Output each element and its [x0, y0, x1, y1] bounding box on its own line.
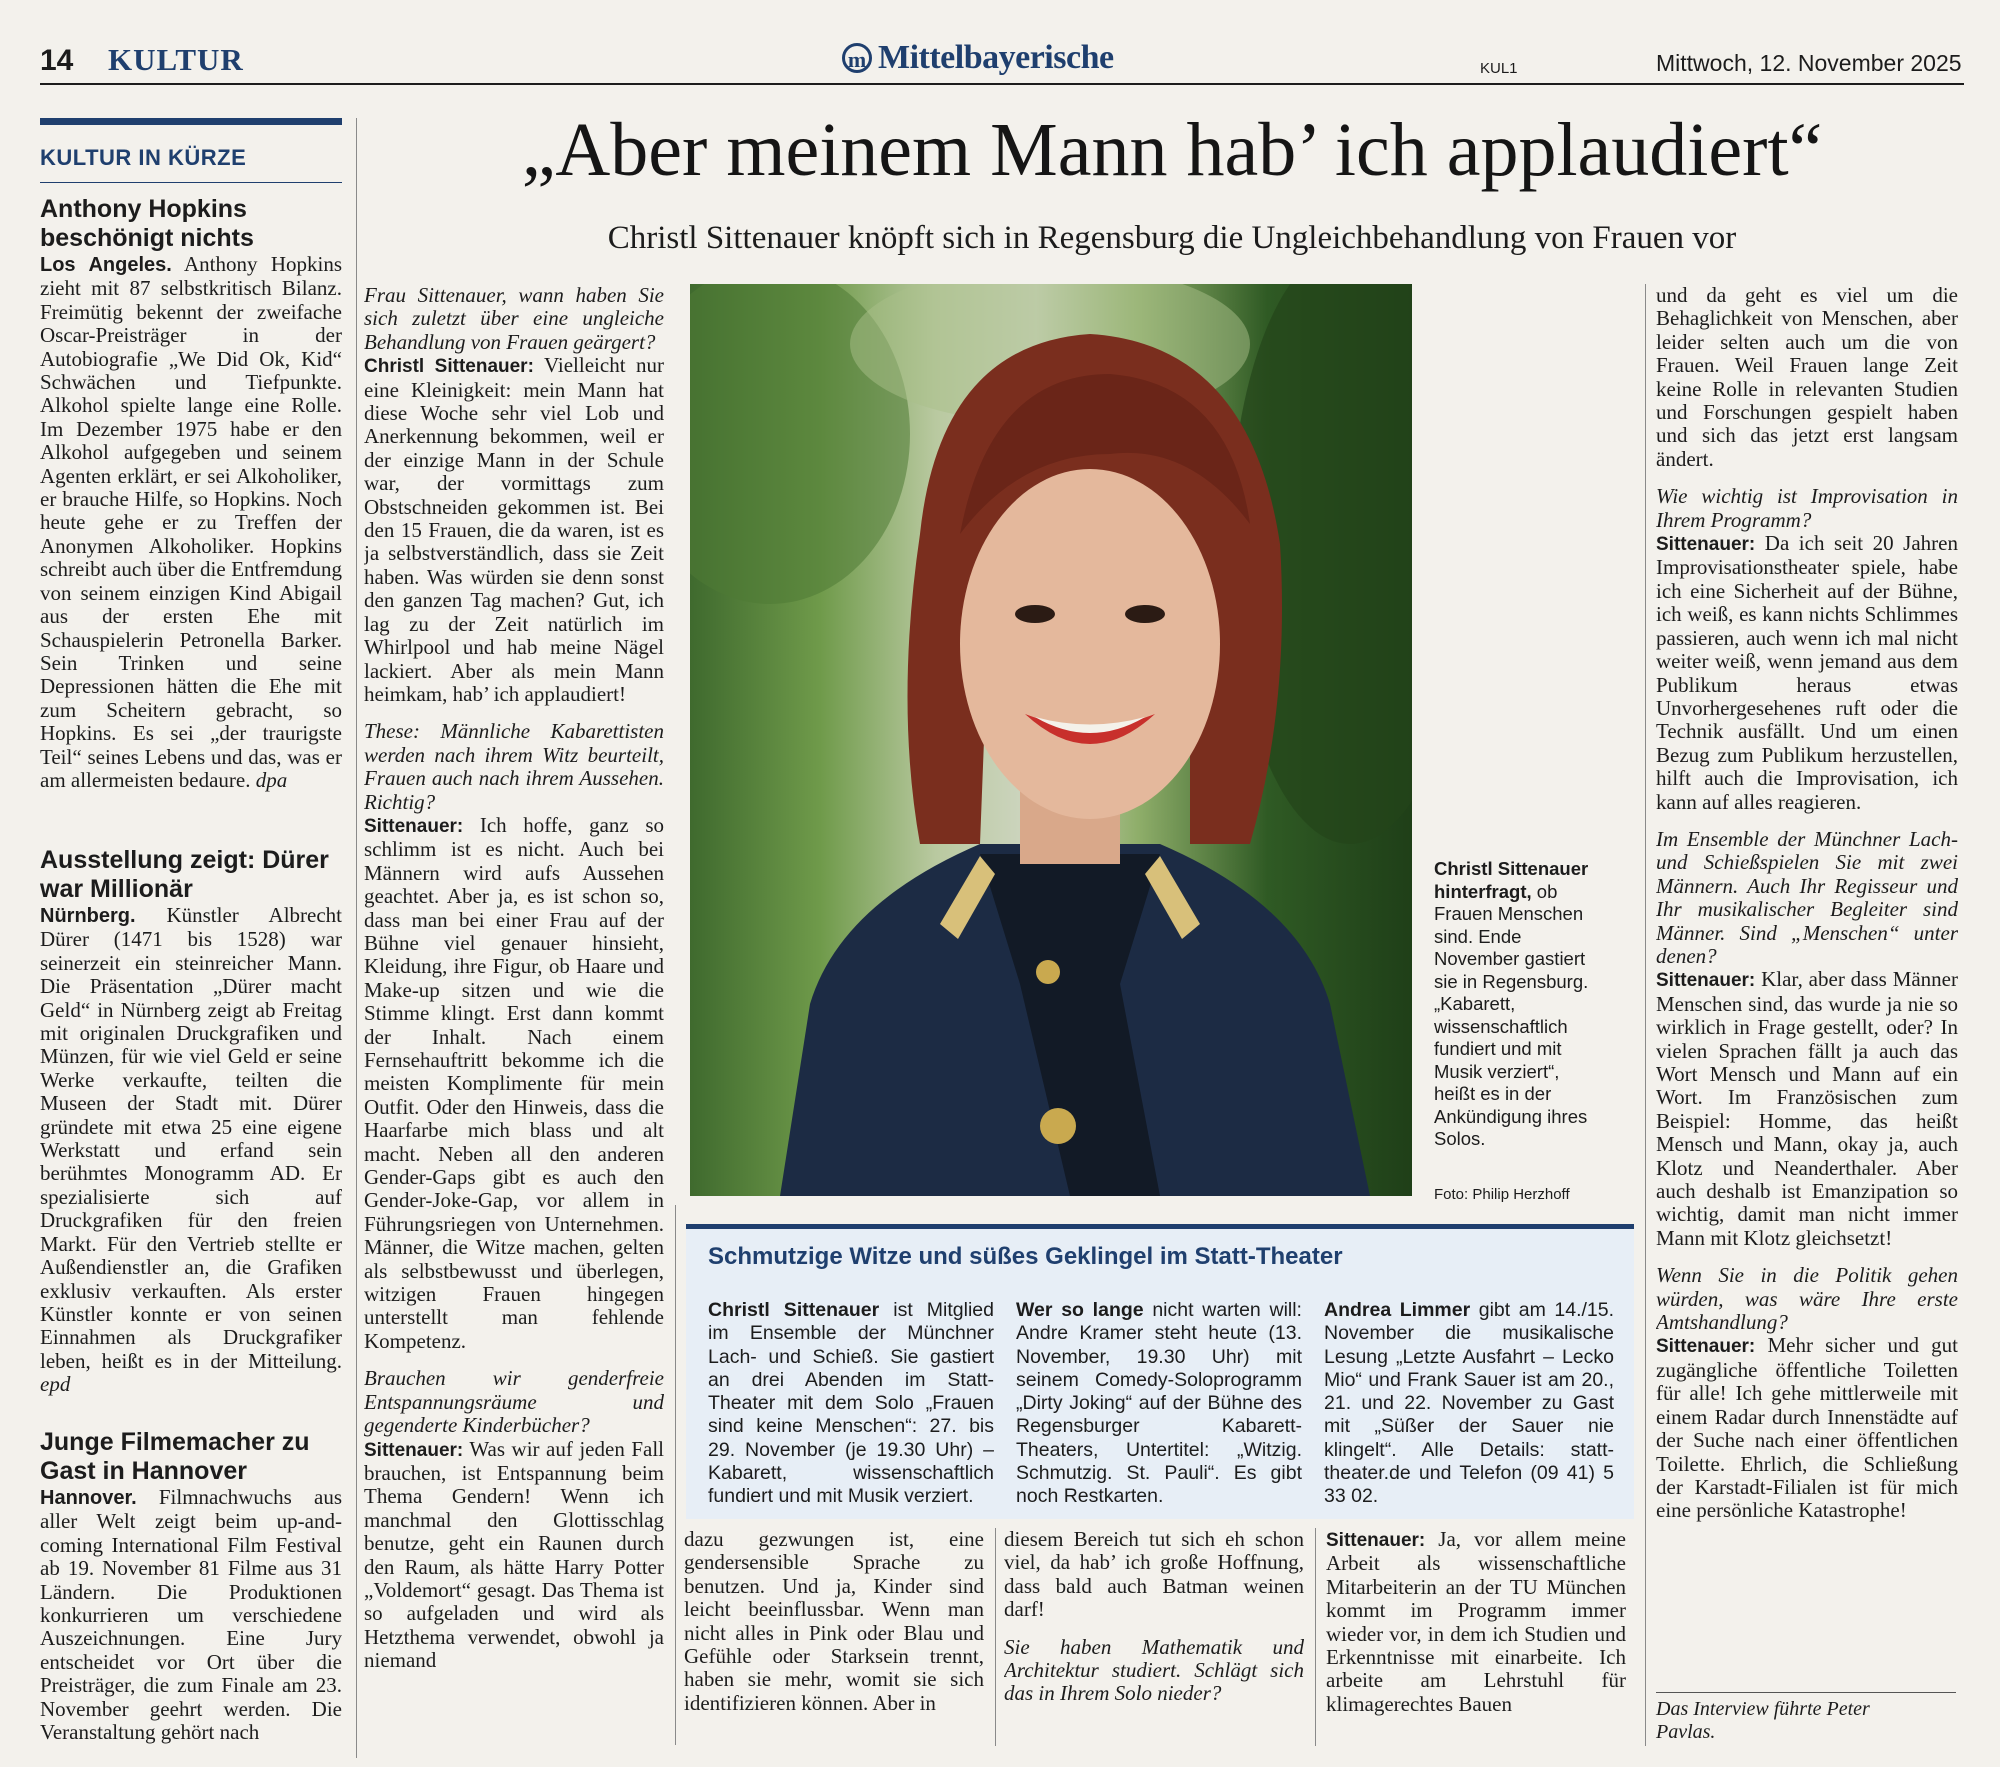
interview-question: Brauchen wir genderfreie Entspannungsräume und gegenderte Kinderbücher? — [364, 1366, 664, 1438]
info-text: nicht warten will: Andre Kramer steht heute (13. November, 19.30 Uhr) mit seinem Comedy-Soloprogramm „Dirty Joking“ auf der Bühne des Regensburger Kabarett-Theaters, Untertitel: „Witzig. Schmutzig. St. Pauli“. Es gibt noch Restkarten. — [1016, 1299, 1302, 1508]
column-divider — [675, 1205, 676, 1745]
brief-headline: Ausstellung zeigt: Dürer war Millionär — [40, 846, 329, 903]
interview-question: Wenn Sie in die Politik gehen würden, was wäre Ihre erste Amtshandlung? — [1656, 1263, 1958, 1335]
article-headline: „Aber meinem Mann hab’ ich applaudiert“ — [521, 108, 1823, 192]
interview-answer: diesem Bereich tut sich eh schon viel, da hab’ ich große Hoffnung, dass bald auch Batman weinen darf! — [1004, 1528, 1304, 1622]
interview-answer: Ja, vor allem meine Arbeit als wissenschaftliche Mitarbeiterin an der TU München kommt im Programm immer wieder vor, in dem ich Studien und Erkenntnisse mit einarbeite. Ich arbeite am Lehrstuhl für klimagerechtes Bauen — [1326, 1528, 1626, 1716]
interview-answer: Da ich seit 20 Jahren Improvisationstheater spiele, habe ich eine Sicherheit auf der Bühne, ich weiß, es kann nichts Schlimmes passieren, auch wenn ich mal nicht weiter weiß, wenn jemand aus dem Publikum heraus etwas Unvorhergesehenes ruft oder die Technik ausfällt. Und um einen Bezug zum Publikum herzustellen, hilft auch die Improvisation, ich kann auf alles reagieren. — [1656, 531, 1958, 814]
interview-question: Im Ensemble der Münchner Lach- und Schießspielen Sie mit zwei Männern. Auch Ihr Regisseur und Ihr musikalischer Begleiter sind Männer. Sind „Menschen“ unter denen? — [1656, 826, 1958, 968]
photo-caption-text: ob Frauen Menschen sind. Ende November gastiert sie in Regensburg. „Kabarett, wissenschaftlich fundiert und mit Musik verziert“, heißt es in der Ankündigung ihres Solos. — [1434, 880, 1589, 1149]
brief-source: dpa — [255, 767, 288, 792]
brief-text: Künstler Albrecht Dürer (1471 bis 1528) war seinerzeit ein steinreicher Mann. Die Präsentation „Dürer macht Geld“ in Nürnberg zeigt ab Freitag mit originalen Druckgrafiken und Münzen, für wie viel Geld er seine Werke verkaufte, teilten die Museen der Stadt mit. Dürer gründete mit etwa 25 eine eigene Werkstatt und erfand sein berühmtes Monogramm AD. Er spezialisierte sich auf Druckgrafiken für den freien Markt. Für den Vertrieb stellte er Außendienstler an, die Grafiken exklusiv verkauften. Als erster Künstler konnte er von seinen Einnahmen als Druckgrafiker leben, heißt es in der Mitteilung. — [40, 903, 342, 1373]
speaker-label: Sittenauer: — [1656, 534, 1756, 556]
info-lead: Christl Sittenauer — [708, 1299, 880, 1321]
sidebar-title-rule — [40, 182, 342, 183]
speaker-label: Sittenauer: — [364, 815, 464, 837]
speaker-label: Sittenauer: — [364, 1439, 464, 1461]
section-label: KULTUR — [108, 42, 244, 77]
interview-answer: Mehr sicher und gut zugängliche öffentliche Toiletten für alle! Ich gehe mittlerweile mit einem Radar durch Innenstädte auf der Suche nach einer öffentlichen Toilette. Ehrlich, die Schließung der Karstadt-Filialen ist für mich eine persönliche Katastrophe! — [1656, 1333, 1958, 1523]
interview-column-4 — [1326, 1528, 1626, 1746]
brief-city: Hannover. — [40, 1487, 137, 1509]
brief-text: Anthony Hopkins zieht mit 87 selbstkritisch Bilanz. Freimütig bekennt der zweifache Oscar-Preisträger in der Autobiografie „We Did Ok, Kid“ Schwächen und Tiefpunkte. Alkohol spielte lange eine Rolle. Im Dezember 1975 habe er den Alkohol aufgegeben und seinem Agenten erklärt, er sei Alkoholiker, er brauche Hilfe, so Hopkins. Noch heute gehe er zu Treffen der Anonymen Alkoholiker. Hopkins schreibt auch über die Entfremdung von seinem einzigen Kind Abigail aus der ersten Ehe mit Schauspielerin Petronella Barker. Sein Trinken und seine Depressionen hätten die Ehe mit zum Scheitern gebracht, so Hopkins. Es sei „der traurigste Teil“ seines Lebens und das, was er am allermeisten bedaure. — [40, 252, 342, 792]
info-box-column-2 — [1016, 1299, 1302, 1509]
interview-answer: und da geht es viel um die Behaglichkeit von Menschen, aber leider selten auch um die von Frauen. Weil Frauen lange Zeit keine Rolle in relevanten Studien und Forschungen gespielt haben und sich das jetzt erst langsam ändert. — [1656, 284, 1958, 471]
newspaper-logo — [842, 38, 1114, 78]
info-lead: Andrea Limmer — [1324, 1299, 1471, 1321]
sidebar-brief-1 — [40, 195, 342, 825]
sidebar-divider — [356, 118, 357, 1758]
logo-mark-icon: m — [842, 43, 872, 73]
interview-answer: Vielleicht nur eine Kleinigkeit: mein Mann hat diese Woche sehr viel Lob und Anerkennung bekommen, weil er der einzige Mann in der Schule war, der vormittags zum Obstschneiden gekommen ist. Bei den 15 Frauen, die da waren, ist es ja selbstverständlich, dass sie Zeit haben. Was würden sie denn sonst den ganzen Tag machen? Gut, ich lag zu der Zeit natürlich im Whirlpool und hab meine Nägel lackiert. Aber als mein Mann heimkam, hab’ ich applaudiert! — [364, 353, 664, 706]
brief-city: Los Angeles. — [40, 254, 172, 276]
sidebar-top-bar — [40, 118, 342, 125]
interview-answer: dazu gezwungen ist, eine gendersensible Sprache zu benutzen. Und ja, Kinder sind leicht beeinflussbar. Wenn man nicht alles in Pink oder Blau und Gefühle oder Starksein trennt, haben sie mehr, womit sie sich identifizieren können. Aber in — [684, 1528, 984, 1715]
interview-answer: Was wir auf jeden Fall brauchen, ist Entspannung beim Thema Gendern! Wenn ich manchmal den Glottisschlag benutze, geht ein Raunen durch den Raum, als hätte Harry Potter „Voldemort“ gesagt. Das Thema ist so aufgeladen und wird als Hetzthema verwendet, obwohl ja niemand — [364, 1436, 664, 1673]
interviewer-credit: Das Interview führte Peter Pavlas. — [1656, 1698, 1870, 1743]
sidebar-brief-2 — [40, 846, 342, 1418]
brief-city: Nürnberg. — [40, 905, 136, 927]
speaker-label: Christl Sittenauer: — [364, 356, 534, 378]
column-divider — [995, 1528, 996, 1746]
info-box — [686, 1224, 1634, 1519]
info-text: ist Mitglied im Ensemble der Münchner Lach- und Schieß. Sie gastiert an drei Abenden im Statt-Theater mit dem Solo „Frauen sind keine Menschen“: 27. bis 29. November (je 19.30 Uhr) – Kabarett, wissenschaftlich fundiert und mit Musik verziert. — [708, 1299, 994, 1508]
brief-headline: Junge Filmemacher zu Gast in Hannover — [40, 1428, 310, 1485]
photo-caption-lead: Christl Sittenauer hinterfragt, — [1434, 858, 1589, 902]
brief-source: epd — [40, 1372, 71, 1397]
speaker-label: Sittenauer: — [1326, 1530, 1426, 1551]
info-box-column-3 — [1324, 1299, 1614, 1509]
info-box-title: Schmutzige Witze und süßes Geklingel im Statt-Theater — [708, 1243, 1343, 1270]
interview-column-5 — [1656, 284, 1958, 1684]
interview-question: Wie wichtig ist Improvisation in Ihrem Programm? — [1656, 484, 1958, 532]
column-divider — [1645, 284, 1646, 1746]
interview-question: Sie haben Mathematik und Architektur studiert. Schlägt sich das in Ihrem Solo nieder? — [1004, 1634, 1304, 1706]
edition-code: KUL1 — [1480, 60, 1518, 77]
brief-headline: Anthony Hopkins beschönigt nichts — [40, 195, 254, 252]
page-number: 14 — [40, 44, 74, 77]
interview-answer: Ich hoffe, ganz so schlimm ist es nicht. Auch bei Männern wird aufs Aussehen geachtet. Aber ja, es ist schon so, dass man bei einer Frau auf der Bühne viel genauer hinsieht, Kleidung, ihre Figur, ob Haare und Make-up sitzen und wie die Stimme klingt. Erst dann kommt der Inhalt. Nach einem Fernsehauftritt bekomme ich die meisten Komplimente für mein Outfit. Oder den Hinweis, dass die Haarfarbe mich blass und alt macht. Neben all den anderen Gender-Gaps gibt es auch den Gender-Joke-Gap, vor allem in Führungsriegen von Unternehmen. Männer, die Witze machen, gelten als selbstbewusst und überlegen, witzigen Frauen hingegen unterstellt man fehlende Kompetenz. — [364, 812, 664, 1353]
speaker-label: Sittenauer: — [1656, 1336, 1756, 1358]
header-rule — [40, 83, 1964, 85]
photo-caption — [1434, 858, 1604, 1151]
interview-column-3 — [1004, 1528, 1304, 1746]
interview-answer: Klar, aber dass Männer Menschen sind, das wurde ja nie so wirklich in Frage gestellt, oder? In vielen Sprachen fällt ja auch das Wort Mensch und Mann auf ein Wort. Im Französischen zum Beispiel: Homme, das heißt Mensch und Mann, okay ja, auch Klotz und Neanderthaler. Aber auch deshalb ist Emanzipation so wichtig, damit man nicht immer Mann mit Klotz gleichsetzt! — [1656, 967, 1958, 1250]
interview-column-1 — [364, 284, 664, 1746]
interview-question: These: Männliche Kabarettisten werden nach ihrem Witz beurteilt, Frauen auch nach ihrem Aussehen. Richtig? — [364, 719, 664, 814]
speaker-label: Sittenauer: — [1656, 970, 1756, 992]
portrait-photo — [690, 284, 1412, 1196]
sidebar-brief-3 — [40, 1428, 342, 1748]
article-subheadline: Christl Sittenauer knöpft sich in Regensburg die Ungleichbehandlung von Frauen vor — [607, 220, 1737, 256]
portrait-illustration — [690, 284, 1412, 1196]
newspaper-name: Mittelbayerische — [878, 39, 1114, 76]
brief-text: Filmnachwuchs aus aller Welt zeigt beim up-and-coming International Film Festival ab 19. November 81 Filme aus 31 Ländern. Die Produktionen konkurrieren um verschiedene Auszeichnungen. Eine Jury entscheidet vor Ort über die Preisträger, die zum Finale am 23. November geehrt werden. Die Veranstaltung gehört nach — [40, 1485, 342, 1745]
sidebar-title: KULTUR IN KÜRZE — [40, 145, 247, 170]
photo-credit: Foto: Philip Herzhoff — [1434, 1186, 1570, 1203]
info-box-column-1 — [708, 1299, 994, 1509]
issue-date: Mittwoch, 12. November 2025 — [1656, 50, 1962, 76]
interview-question: Frau Sittenauer, wann haben Sie sich zuletzt über eine ungleiche Behandlung von Frauen geärgert? — [364, 284, 664, 354]
interview-column-2 — [684, 1528, 984, 1746]
info-text: gibt am 14./15. November die musikalische Lesung „Letzte Ausfahrt – Lecko Mio“ und Frank Sauer ist am 20., 21. und 22. November zu Gast mit „Süßer der Sauer nie klingelt“. Alle Details: statt-theater.de und Telefon (09 41) 5 33 02. — [1324, 1299, 1614, 1508]
info-lead: Wer so lange — [1016, 1299, 1144, 1321]
credit-rule — [1656, 1692, 1956, 1693]
column-divider — [1315, 1528, 1316, 1746]
